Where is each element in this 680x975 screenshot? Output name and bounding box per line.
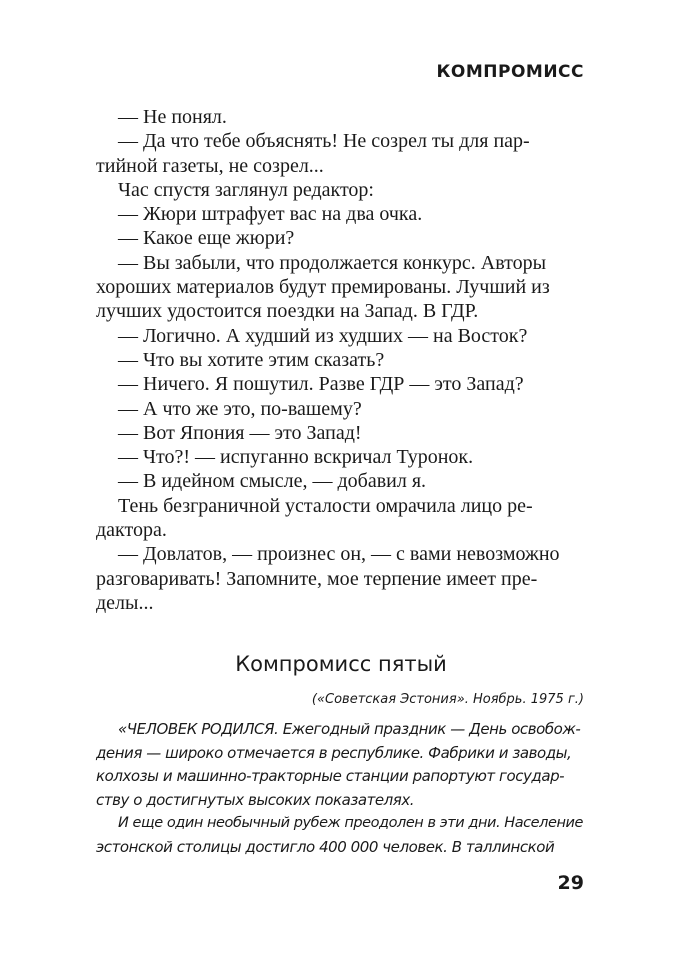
body-line: — А что же это, по-вашему?: [118, 397, 362, 420]
running-head: КОМПРОМИСС: [436, 62, 584, 82]
body-line: Час спустя заглянул редактор:: [118, 178, 374, 201]
body-line: лучших удостоится поездки на Запад. В ГДР.: [96, 300, 479, 323]
quote-line: эстонской столицы достигло 400 000 человек. В таллинской: [96, 837, 555, 856]
section-epigraph: («Советская Эстония». Ноябрь. 1975 г.): [311, 692, 584, 707]
body-line: — В идейном смысле, — добавил я.: [118, 470, 427, 493]
body-line: — Логично. А худший из худших — на Восток?: [118, 324, 528, 347]
quote-line: колхозы и машинно-тракторные станции рапортуют государ-: [96, 767, 565, 786]
body-line: — Вы забыли, что продолжается конкурс. Авторы: [118, 251, 547, 274]
body-line: — Что вы хотите этим сказать?: [118, 348, 385, 371]
body-line: — Жюри штрафует вас на два очка.: [118, 203, 423, 226]
quote-line: «ЧЕЛОВЕК РОДИЛСЯ. Ежегодный праздник — День освобож-: [118, 720, 581, 738]
body-text: [96, 105, 586, 615]
body-line: хороших материалов будут премированы. Лучший из: [96, 276, 550, 299]
body-line: — Ничего. Я пошутил. Разве ГДР — это Запад?: [118, 373, 524, 396]
body-line: — Довлатов, — произнес он, — с вами невозможно: [118, 543, 560, 566]
body-line: делы...: [96, 591, 154, 614]
quote-line: И еще один необычный рубеж преодолен в эти дни. Население: [118, 815, 583, 832]
section-title: Компромисс пятый: [235, 652, 447, 676]
quoted-article: [96, 718, 586, 860]
body-line: дактора.: [96, 519, 167, 542]
body-line: — Какое еще жюри?: [118, 227, 295, 250]
body-line: — Не понял.: [118, 106, 227, 128]
body-line: Тень безграничной усталости омрачила лицо ре-: [118, 494, 533, 517]
quote-line: дения — широко отмечается в республике. Фабрики и заводы,: [96, 743, 572, 762]
quote-line: ству о достигнутых высоких показателях.: [96, 790, 415, 809]
body-line: тийной газеты, не созрел...: [96, 154, 324, 177]
body-line: — Да что тебе объяснять! Не созрел ты для пар-: [118, 130, 530, 153]
body-line: — Что?! — испуганно вскричал Туронок.: [118, 446, 474, 469]
body-line: — Вот Япония — это Запад!: [118, 421, 362, 444]
page-number: 29: [557, 872, 584, 894]
body-line: разговаривать! Запомните, мое терпение имеет пре-: [96, 567, 538, 590]
